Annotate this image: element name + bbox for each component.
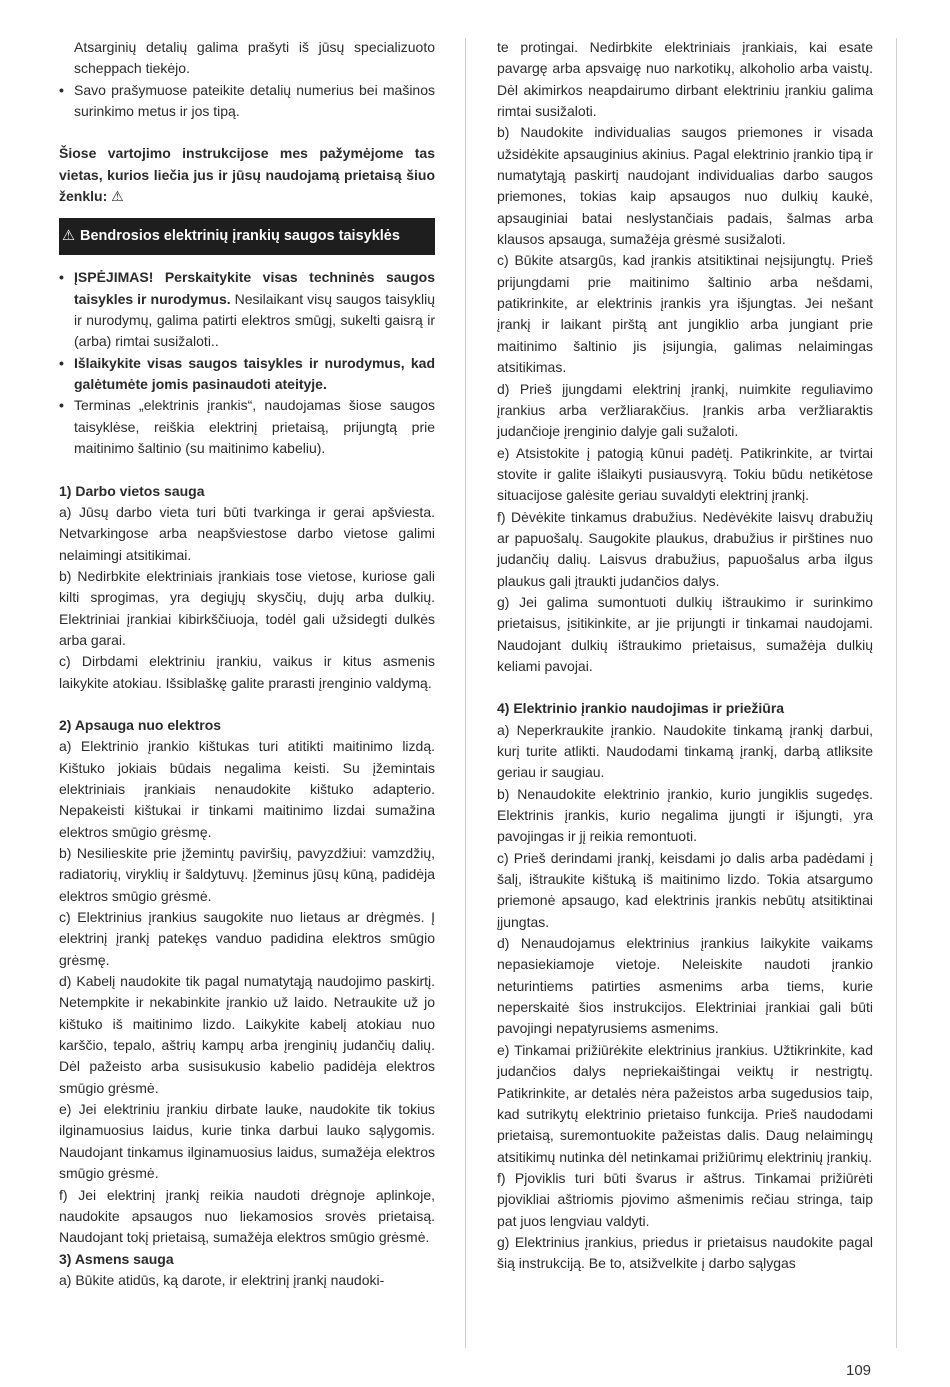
section-4-title: 4) Elektrinio įrankio naudojimas ir priežiūra — [497, 700, 785, 717]
section-4-item-f: f) Pjoviklis turi būti švarus ir aštrus. Tinkamai prižiūrėti pjovikliai aštriomis pjovimo ašmenimis rečiau stringa, taip pat juos lengviau valdyti. — [497, 1169, 873, 1229]
section-4-item-a: a) Neperkraukite įrankio. Naudokite tinkamą įrankį darbui, kurį turite atlikti. Naudodami tinkamą įrankį, darbą atliksite geriau ir saugiau. — [497, 721, 873, 781]
spacer — [497, 677, 873, 698]
section-4-item-b: b) Nenaudokite elektrinio įrankio, kurio jungiklis sugedęs. Elektrinis įrankis, kurio negalima įjungti ir išjungti, yra pavojingas ir jį reikia remontuoti. — [497, 785, 873, 845]
section-banner — [59, 218, 435, 255]
warning-triangle-icon: ⚠ — [111, 188, 124, 205]
section-3-title: 3) Asmens sauga — [59, 1250, 174, 1267]
warning-1-text: Nesilaikant visų saugos taisyklių ir nurodymų, galima patirti elektros smūgį, sukelti gaisrą ir (arba) rimtai susižaloti.. — [74, 290, 435, 350]
warning-item-1 — [59, 267, 435, 352]
section-2-item-e: e) Jei elektriniu įrankiu dirbate lauke, naudokite tik tokius ilginamuosius laidus, kurie tinka darbui lauko sąlygomis. Naudojant tinkamus ilginamuosius laidus, sumažėja elektros smūgio grėsmė. — [59, 1101, 435, 1182]
warning-triangle-icon: ⚠ — [62, 228, 75, 245]
section-2-item-c: c) Elektrinius įrankius saugokite nuo lietaus ar drėgmės. Į elektrinį įrankį patekęs vanduo padidina elektros smūgio grėsmę. — [59, 909, 435, 968]
right-column-rule — [896, 38, 897, 1348]
section-2-title: 2) Apsauga nuo elektros — [59, 716, 222, 733]
section-3-item-a-start: a) Būkite atidūs, ką darote, ir elektrinį įrankį naudoki- — [59, 1271, 385, 1288]
section-2-item-d: d) Kabelį naudokite tik pagal numatytąją naudojimo paskirtį. Netempkite ir nekabinkite įrankio už laido. Netraukite už jo kištuko iš maitinimo lizdo. Laikykite kabelį atokiau nuo karščio, tepalo, aštrių kampų arba įrenginių judančių dalių. Dėl pažeisto arba susisukusio kabelio padidėja elektros smūgio grėsmė. — [59, 973, 435, 1096]
section-4-item-g-start: g) Elektrinius įrankius, priedus ir prietaisus naudokite pagal šią instrukciją. Be to, atsižvelkite į darbo sąlygas — [497, 1233, 873, 1272]
section-1-item-b: b) Nedirbkite elektriniais įrankiais tose vietose, kuriose gali kilti sprogimas, yra degiųjų skysčių, dujų arba dulkių. Elektriniai įrankiai kibirkščiuoja, todėl gali užsidegti dulkės arba garai. — [59, 567, 435, 648]
section-3-item-d: d) Prieš įjungdami elektrinį įrankį, nuimkite reguliavimo įrankius arba veržliarakčius. Įrankis arba veržliaraktis judančioje įrenginio dalyje gali sužaloti. — [497, 380, 873, 440]
spacer — [59, 122, 435, 143]
spacer — [59, 694, 435, 715]
section-4-item-e: e) Tinkamai prižiūrėkite elektrinius įrankius. Užtikrinkite, kad judančios dalys nepriekaištingai veiktų ir nestrigtų. Patikrinkite, ar detalės nėra pažeistos arba sugedusios taip, kad sutrikytų elektrinio prietaiso funkcija. Prieš naudodami prietaisą, suremontuokite pažeistas dalis. Daug nelaimingų atsitikimų nutinka dėl netinkamai prižiūrimų elektrinių įrankių. — [497, 1041, 873, 1165]
left-column-rule — [465, 38, 466, 1348]
section-3-item-c: c) Būkite atsargūs, kad įrankis atsitiktinai neįsijungtų. Prieš prijungdami prie maitinimo šaltinio arba nešdami, patikrinkite, ar elektrinis įrankis yra išjungtas. Jei nešant įrankį ir laikant pirštą ant jungiklio arba jungiant prie maitinimo šaltinio jis įsijungia, galimas nelaimingas atsitikimas. — [497, 252, 873, 376]
section-3-item-b: b) Naudokite individualias saugos priemones ir visada užsidėkite apsauginius akinius. Pagal elektrinio įrankio tipą ir numatytąją paskirtį naudojant individualias darbo saugos priemones, tokias kaip apsaugos nuo dulkių kaukė, apsauginiai batai neslystančiais padais, šalmas arba klausos apsauga, sumažėja grėsmė susižaloti. — [497, 124, 873, 248]
section-4-item-c: c) Prieš derindami įrankį, keisdami jo dalis arba padėdami į šalį, ištraukite kištuką iš maitinimo lizdo. Tokia atsargumo priemonė apsaugo, kad elektrinis įrankis nebūtų atsitiktinai įjungtas. — [497, 849, 873, 930]
section-4-item-d: d) Nenaudojamus elektrinius įrankius laikykite vaikams nepasiekiamoje vietoje. Neleiskite naudoti įrankio neturintiems patirties asmenims arba tiems, kurie neperskaitė šios instrukcijos. Elektriniai įrankiai gali būti pavojingi nepatyrusiems asmenims. — [497, 935, 873, 1037]
spacer — [59, 460, 435, 481]
section-3-item-e: e) Atsistokite į patogią kūnui padėtį. Patikrinkite, ar tvirtai stovite ir galite išlaikyti pusiausvyrą. Tokiu būdu netikėtose situacijose galėsite geriau suvaldyti elektrinį įrankį. — [497, 444, 873, 504]
intro-bullet: • Savo prašymuose pateikite detalių numerius bei mašinos surinkimo metus ir jos tipą. — [59, 80, 435, 123]
section-3-item-g: g) Jei galima sumontuoti dulkių ištraukimo ir surinkimo prietaisus, įsitikinkite, ar jie prijungti ir tinkamai naudojami. Naudojant dulkių ištraukimo prietaisus, sumažėja dulkių keliami pavojai. — [497, 593, 873, 674]
section-1-item-a: a) Jūsų darbo vieta turi būti tvarkinga ir gerai apšviesta. Netvarkingose arba neapšviestose darbo vietose galimi nelaimingi atsitikimai. — [59, 503, 435, 563]
warning-1-bold: ĮSPĖJIMAS! Perskaitykite visas techninės saugos taisykles ir nurodymus. — [74, 269, 435, 307]
warning-item-3: • Terminas „elektrinis įrankis“, naudojamas šiose saugos taisyklėse, reiškia elektrinį prietaisą, prijungtą prie maitinimo šaltinio (su maitinimo kabeliu). — [59, 395, 435, 459]
section-1-title: 1) Darbo vietos sauga — [59, 482, 205, 499]
right-column — [497, 37, 873, 1275]
section-2-item-b: b) Nesilieskite prie įžemintų paviršių, pavyzdžiui: vamzdžių, radiatorių, viryklių ir šaldytuvų. Įžeminus jūsų kūną, padidėja elektros smūgio grėsmė. — [59, 845, 435, 904]
banner-title: Bendrosios elektrinių įrankių saugos taisyklės — [80, 228, 400, 245]
intro-continuation: Atsarginių detalių galima prašyti iš jūsų specializuoto scheppach tiekėjo. — [74, 39, 435, 77]
section-2-item-a: a) Elektrinio įrankio kištukas turi atitikti maitinimo lizdą. Kištuko jokiais būdais negalima keisti. Su įžemintais elektriniais įrankiais nenaudokite kištuko adapterio. Nepakeisti kištukai ir tinkami maitinimo lizdai sumažina elektros smūgio grėsmę. — [59, 738, 435, 840]
page-number: 109 — [846, 1362, 872, 1379]
warning-item-2: • Išlaikykite visas saugos taisykles ir nurodymus, kad galėtumėte jomis pasinaudoti ateityje. — [59, 353, 435, 396]
section-3-item-f: f) Dėvėkite tinkamus drabužius. Nedėvėkite laisvų drabužių ar papuošalų. Saugokite plaukus, drabužius ir pirštines nuo judančių dalių. Laisvus drabužius, papuošalus arba ilgus plaukus gali įtraukti judančios dalys. — [497, 508, 873, 589]
notice-text: Šiose vartojimo instrukcijose mes pažymėjome tas vietas, kurios liečia jus ir jūsų naudojamą prietaisą šiuo ženklu: — [59, 145, 435, 205]
section-1-item-c: c) Dirbdami elektriniu įrankiu, vaikus ir kitus asmenis laikykite atokiau. Išsiblaškę galite prarasti įrenginio valdymą. — [59, 653, 435, 691]
notice-paragraph — [59, 143, 435, 207]
section-3-item-a-end: te protingai. Nedirbkite elektriniais įrankiais, kai esate pavargę arba apsvaigę nuo narkotikų, alkoholio arba vaistų. Dėl akimirkos neapdairumo dirbant elektriniu įrankiu galima rimtai susižaloti. — [497, 39, 873, 120]
left-column — [59, 37, 435, 1291]
section-2-item-f: f) Jei elektrinį įrankį reikia naudoti drėgnoje aplinkoje, naudokite apsaugos nuo liekamosios srovės prietaisą. Naudojant tokį prietaisą, sumažėja elektros smūgio grėsmė. — [59, 1186, 435, 1246]
